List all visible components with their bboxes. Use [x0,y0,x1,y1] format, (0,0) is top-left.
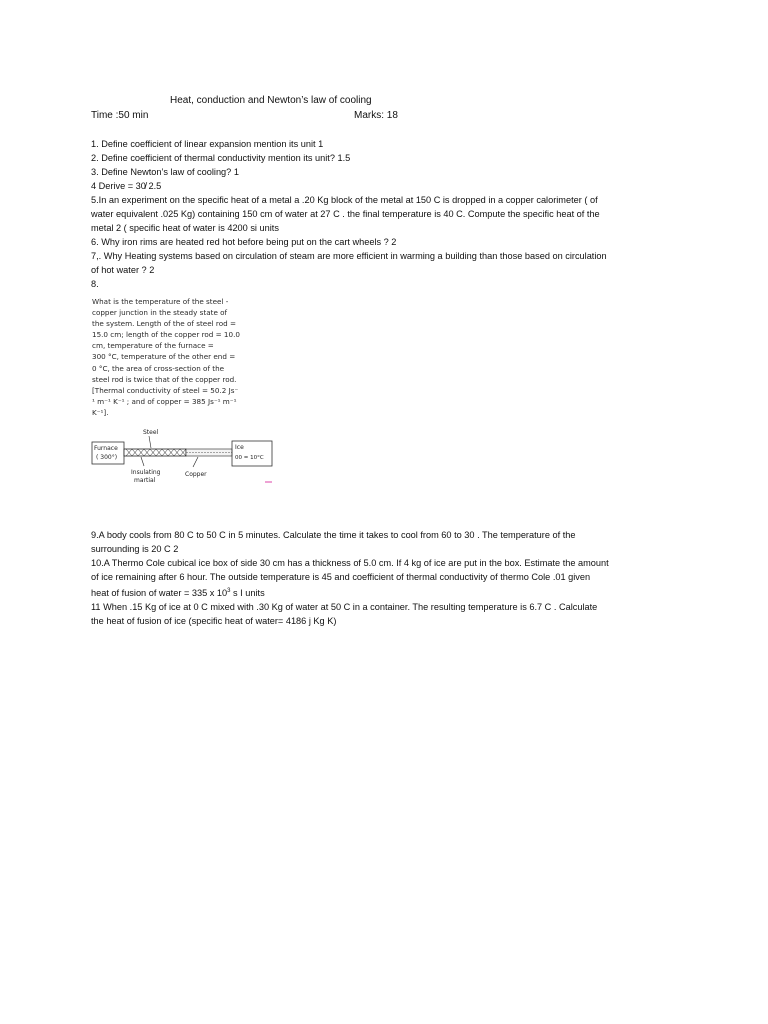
question-line: water equivalent .025 Kg) containing 150 cm of water at 27 C . the final temperature is 40 C. Compute the specific heat of the [91,209,600,219]
figure-text-line: [Thermal conductivity of steel = 50.2 Js⁻ [92,385,239,395]
figure-question-text [92,296,278,418]
figure-text-line: copper junction in the steady state of [92,308,228,318]
figure-text-line: 300 °C, temperature of the other end = [92,352,236,362]
ice-temp-label: 00 = 10°C [235,455,264,461]
question-line: of hot water ? 2 [91,265,155,275]
questions-top [91,137,691,291]
question-line: of ice remaining after 6 hour. The outside temperature is 45 and coefficient of thermal conductivity of thermo Cole .01 given [91,572,591,582]
question-line: metal 2 ( specific heat of water is 4200 si units [91,223,279,233]
copper-label: Copper [185,471,207,478]
question-line: 9.A body cools from 80 C to 50 C in 5 minutes. Calculate the time it takes to cool from 60 to 30 . The temperature of the [91,530,576,540]
material-label: martial [134,477,156,484]
question-8-figure [91,296,281,492]
page-title: Heat, conduction and Newton’s law of cooling [170,95,372,106]
furnace-label: Furnace [94,445,118,452]
figure-text-line: K⁻¹]. [92,407,109,417]
question-line: 8. [91,279,99,289]
question-line: surrounding is 20 C 2 [91,544,179,554]
ice-label: Ice [235,444,244,451]
furnace-temp-label: ( 300°) [96,454,118,461]
question-line: 3. Define Newton’s law of cooling? 1 [91,167,239,177]
steel-label: Steel [143,429,159,436]
figure-text-line: What is the temperature of the steel - [92,297,229,306]
question-line [91,584,691,600]
questions-bottom [91,528,691,628]
rod-diagram [91,426,281,492]
question-line: 2. Define coefficient of thermal conductivity mention its unit? 1.5 [91,153,351,163]
question-line: 5.In an experiment on the specific heat of a metal a .20 Kg block of the metal at 150 C is dropped in a copper calorimeter ( of [91,195,598,205]
question-line: 7,. Why Heating systems based on circulation of steam are more efficient in warming a building than those based on circulation [91,251,607,261]
figure-text-line: 15.0 cm; length of the copper rod = 10.0 [92,330,240,340]
figure-text-line: ¹ m⁻¹ K⁻¹ ; and of copper = 385 Js⁻¹ m⁻¹ [92,396,237,406]
question-line: 11 When .15 Kg of ice at 0 C mixed with .30 Kg of water at 50 C in a container. The resulting temperature is 6.7 C . Calculate [91,602,598,613]
time-label: Time :50 min [91,110,149,121]
heat-fusion-text: heat of fusion of water = 335 x 10 [91,588,228,599]
figure-text-line: steel rod is twice that of the copper rod. [92,374,237,384]
question-line: 6. Why iron rims are heated red hot before being put on the cart wheels ? 2 [91,237,397,247]
figure-text-line: the system. Length of the of steel rod = [92,319,236,329]
heat-fusion-units: s I units [230,588,265,599]
marks-label: Marks: 18 [354,110,398,121]
heat-fusion-exponent: 3 [227,588,231,594]
question-line: 1. Define coefficient of linear expansion mention its unit 1 [91,139,324,149]
figure-text-line: cm, temperature of the furnace = [92,341,214,351]
question-line: the heat of fusion of ice (specific heat of water= 4186 j Kg K) [91,616,337,627]
question-line: 4 Derive = 30̸ 2.5 [91,181,162,191]
figure-text-line: 0 °C, the area of cross-section of the [92,363,225,373]
insulating-label: Insulating [131,469,161,476]
question-line: 10.A Thermo Cole cubical ice box of side 30 cm has a thickness of 5.0 cm. If 4 kg of ice are put in the box. Estimate the amount [91,558,609,568]
